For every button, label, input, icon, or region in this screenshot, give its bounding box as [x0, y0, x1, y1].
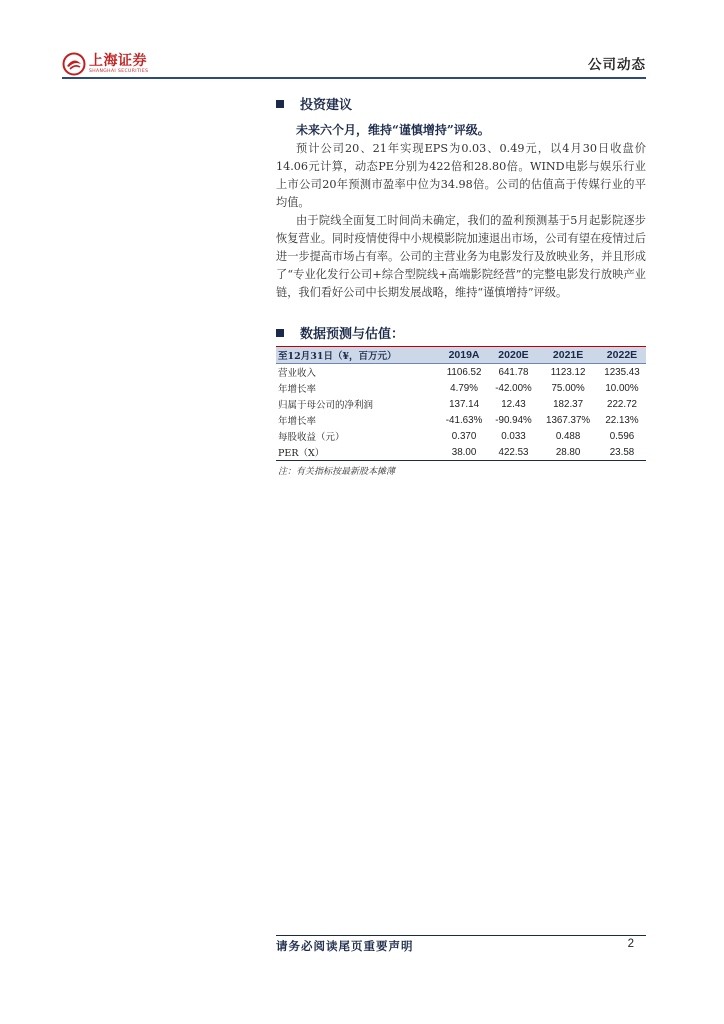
- header-divider: [62, 77, 646, 79]
- table-cell: -41.63%: [445, 414, 483, 426]
- table-cell: 1106.52: [446, 366, 482, 378]
- investment-rating-line: 未来六个月，维持“谨慎增持”评级。: [296, 123, 490, 137]
- forecast-section: [276, 323, 646, 477]
- row-label: 归属于母公司的净利润: [278, 400, 374, 411]
- table-cell: 0.596: [609, 430, 635, 442]
- logo-chinese-name: 上海证券: [89, 53, 147, 69]
- table-row: [276, 364, 646, 381]
- table-cell: -42.00%: [495, 382, 532, 394]
- table-cell: 23.58: [609, 446, 635, 458]
- table-header-row: [276, 347, 646, 364]
- forecast-table: [276, 346, 646, 461]
- table-row: [276, 380, 646, 396]
- column-header: 2021E: [538, 347, 598, 364]
- row-label: PER（X）: [278, 448, 325, 459]
- table-cell: 137.14: [449, 398, 480, 410]
- table-cell: 75.00%: [551, 382, 585, 394]
- table-cell: 222.72: [607, 398, 637, 410]
- report-type-label: 公司动态: [588, 57, 646, 73]
- column-header: 2019A: [439, 347, 488, 364]
- table-row: [276, 412, 646, 428]
- disclaimer-notice: 请务必阅读尾页重要声明: [276, 939, 414, 953]
- row-label: 营业收入: [278, 368, 317, 379]
- table-footnote: 注：有关指标按最新股本摊薄: [278, 467, 396, 477]
- table-row: [276, 428, 646, 444]
- page-number: 2: [627, 938, 634, 950]
- table-cell: 0.370: [451, 430, 477, 442]
- column-header: 2022E: [598, 347, 646, 364]
- table-cell: 422.53: [498, 446, 529, 458]
- bullet-square-icon: [276, 329, 284, 337]
- table-cell: 12.43: [501, 398, 526, 410]
- row-label: 年增长率: [278, 384, 317, 395]
- table-cell: 28.80: [555, 446, 581, 458]
- table-cell: 0.488: [555, 430, 581, 442]
- table-cell: 641.78: [498, 366, 529, 378]
- forecast-heading: [276, 323, 646, 342]
- column-header: 2020E: [489, 347, 538, 364]
- logo-emblem-icon: [62, 52, 86, 76]
- table-cell: 22.13%: [605, 414, 639, 426]
- table-cell: 1123.12: [550, 366, 586, 378]
- footer-divider: [276, 935, 646, 936]
- investment-paragraph-1: 预计公司20、21年实现EPS为0.03、0.49元，以4月30日收盘价14.06元计算，动态PE分别为422倍和28.80倍。WIND电影与娱乐行业上市公司20年预测市盈率中位为34.98倍。公司的估值高于传媒行业的平均值。: [276, 142, 646, 209]
- bullet-square-icon: [276, 100, 284, 108]
- table-cell: 10.00%: [605, 382, 639, 394]
- investment-heading: [276, 94, 646, 113]
- table-cell: 1235.43: [604, 366, 640, 378]
- investment-section: [276, 94, 646, 302]
- investment-title: 投资建议: [300, 98, 353, 113]
- row-label: 年增长率: [278, 416, 317, 427]
- table-cell: 38.00: [451, 446, 477, 458]
- investment-paragraph-2: 由于院线全面复工时间尚未确定，我们的盈利预测基于5月起影院逐步恢复营业。同时疫情使得中小规模影院加速退出市场，公司有望在疫情过后进一步提高市场占有率。公司的主营业务为电影发行及放映业务，并且形成了“专业化发行公司+综合型院线+高端影院经营”的完整电影发行放映产业链，我们看好公司中长期发展战略，维持“谨慎增持”评级。: [276, 214, 646, 299]
- company-logo: [62, 52, 148, 76]
- table-cell: 1367.37%: [546, 414, 591, 426]
- table-row: [276, 396, 646, 412]
- logo-english-name: SHANGHAI SECURITIES: [89, 69, 149, 74]
- table-row: [276, 444, 646, 461]
- table-cell: -90.94%: [495, 414, 532, 426]
- table-cell: 4.79%: [450, 382, 478, 394]
- row-label: 每股收益（元）: [278, 432, 345, 443]
- forecast-title: 数据预测与估值：: [300, 327, 405, 342]
- table-cell: 0.033: [501, 430, 526, 442]
- column-header: 至12月31日（¥，百万元）: [276, 347, 439, 364]
- table-cell: 182.37: [553, 398, 584, 410]
